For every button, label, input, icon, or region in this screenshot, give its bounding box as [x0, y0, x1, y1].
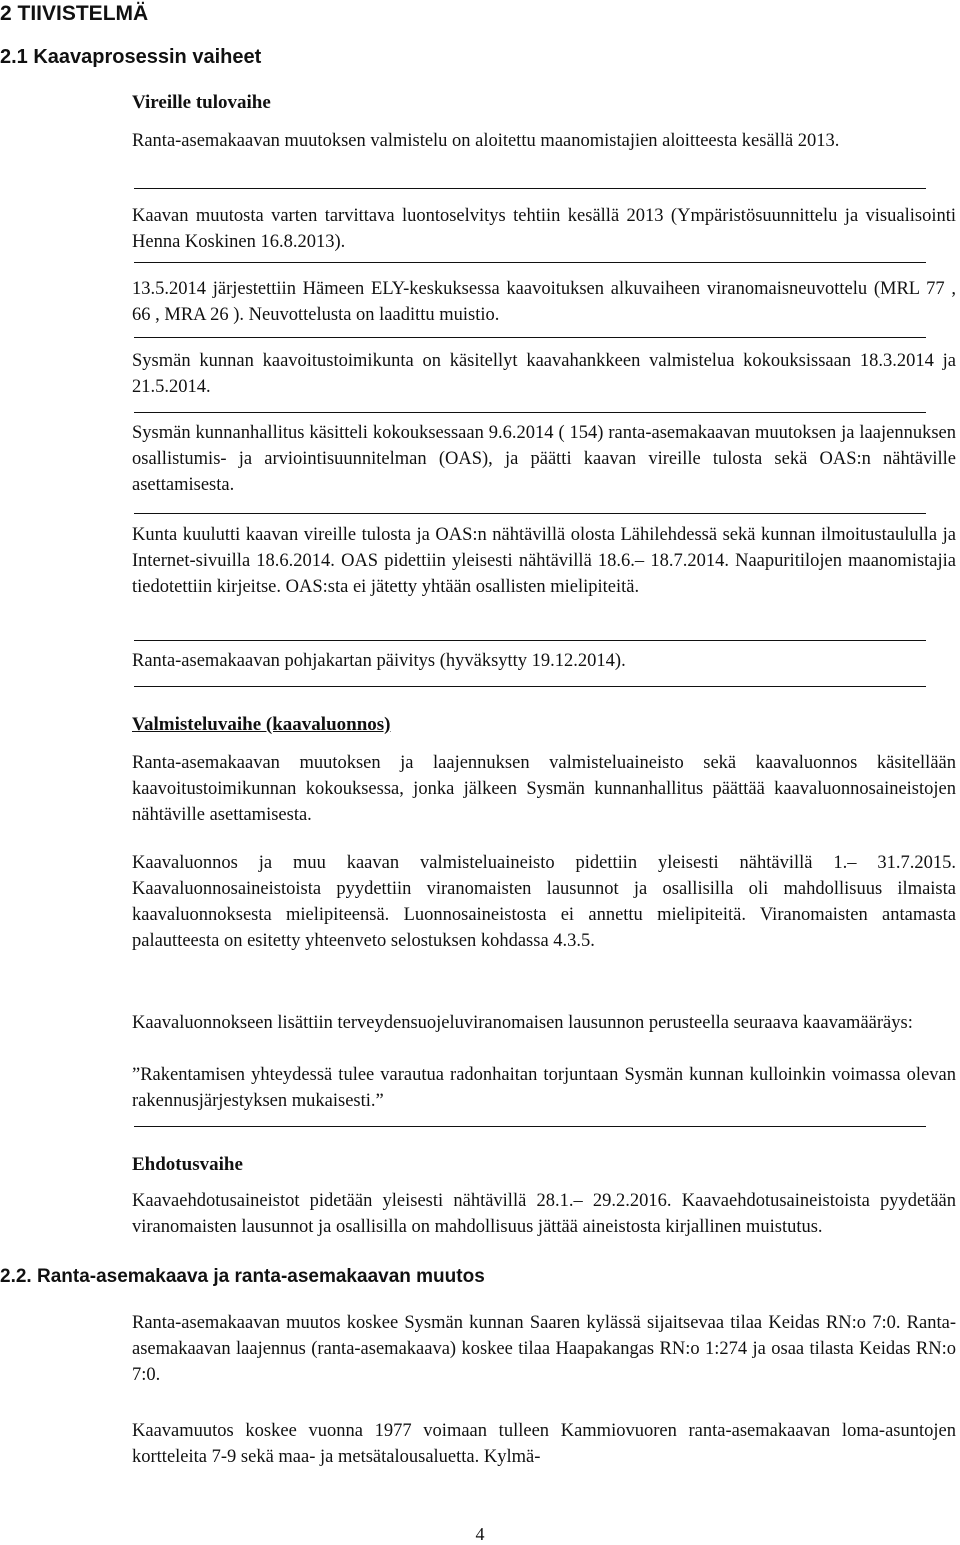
page-number: 4 — [475, 1524, 485, 1544]
divider-line — [134, 337, 926, 338]
paragraph: Ranta-asemakaavan pohjakartan päivitys (hyväksytty 19.12.2014). — [132, 651, 626, 671]
section2-heading: 2.2. Ranta-asemakaava ja ranta-asemakaavan muutos — [0, 1266, 485, 1287]
divider-line — [134, 686, 926, 687]
paragraph: Kaavaluonnokseen lisättiin terveydensuojeluviranomaisen lausunnon perusteella seuraava kaavamääräys: — [132, 1013, 913, 1033]
paragraph: Sysmän kunnanhallitus käsitteli kokouksessaan 9.6.2014 ( 154) ranta-asemakaavan muutoksen ja laajennuksen osallistumis- ja arviointisuunnitelman (OAS), ja päätti kaavan vireille tulosta sekä OAS:n nähtäville asettamisesta. — [132, 423, 956, 495]
subheading-valmistelu: Valmisteluvaihe (kaavaluonnos) — [132, 714, 391, 735]
divider-line — [134, 513, 926, 514]
paragraph: 13.5.2014 järjestettiin Hämeen ELY-keskuksessa kaavoituksen alkuvaiheen viranomaisneuvottelu (MRL 77 , 66 , MRA 26 ). Neuvottelusta on laadittu muistio. — [132, 279, 956, 325]
divider-line — [134, 1126, 926, 1127]
quote-paragraph: ”Rakentamisen yhteydessä tulee varautua radonhaitan torjuntaan Sysmän kunnan kulloinkin voimassa olevan rakennusjärjestyksen mukaisesti.” — [132, 1065, 956, 1111]
paragraph: Kaavamuutos koskee vuonna 1977 voimaan tulleen Kammiovuoren ranta-asemakaavan loma-asuntojen kortteleita 7-9 sekä maa- ja metsätalousaluetta. Kylmä- — [132, 1421, 956, 1467]
paragraph: Ranta-asemakaavan muutos koskee Sysmän kunnan Saaren kylässä sijaitsevaa tilaa Keidas RN:o 7:0. Ranta-asemakaavan laajennus (ranta-asemakaava) koskee tilaa Haapakangas RN:o 1:274 ja osaa tilasta Keidas RN:o 7:0. — [132, 1313, 956, 1385]
paragraph: Kunta kuulutti kaavan vireille tulosta ja OAS:n nähtävillä olosta Lähilehdessä sekä kunnan ilmoitustaululla ja Internet-sivuilla 18.6.2014. OAS pidettiin yleisesti nähtävillä 18.6.– 18.7.2014. Naapuritilojen maanomistajia tiedotettiin kirjeitse. OAS:sta ei jätetty yhtään osallisten mielipiteitä. — [132, 525, 956, 597]
subheading-vireille: Vireille tulovaihe — [132, 92, 271, 113]
subheading-ehdotus: Ehdotusvaihe — [132, 1154, 243, 1175]
divider-line — [134, 412, 926, 413]
divider-line — [134, 640, 926, 641]
divider-line — [134, 188, 926, 189]
paragraph: Kaavan muutosta varten tarvittava luontoselvitys tehtiin kesällä 2013 (Ympäristösuunnittelu ja visualisointi Henna Koskinen 16.8.2013). — [132, 206, 956, 252]
chapter-heading: 2 TIIVISTELMÄ — [0, 2, 149, 25]
section-heading: 2.1 Kaavaprosessin vaiheet — [0, 46, 262, 68]
paragraph: Ranta-asemakaavan muutoksen ja laajennuksen valmisteluaineisto sekä kaavaluonnos käsitellään kaavoitustoimikunnan kokouksessa, jonka jälkeen Sysmän kunnanhallitus päättää kaavaluonnosaineistojen nähtäville asettamisesta. — [132, 753, 956, 825]
paragraph: Sysmän kunnan kaavoitustoimikunta on käsitellyt kaavahankkeen valmistelua kokouksissaan 18.3.2014 ja 21.5.2014. — [132, 351, 956, 397]
divider-line — [134, 262, 926, 263]
paragraph: Kaavaehdotusaineistot pidetään yleisesti nähtävillä 28.1.– 29.2.2016. Kaavaehdotusaineistoista pyydetään viranomaisten lausunnot ja osallisilla on mahdollisuus jättää aineistosta kirjallinen muistutus. — [132, 1191, 956, 1237]
paragraph: Kaavaluonnos ja muu kaavan valmisteluaineisto pidettiin yleisesti nähtävillä 1.– 31.7.2015. Kaavaluonnosaineistoista pyydettiin viranomaisten lausunnot ja osallisilla oli mahdollisuus ilmaista kaavaluonnoksesta mielipiteensä. Luonnosaineistosta ei annettu mielipiteitä. Viranomaisten antamasta palautteesta on esitetty yhteenveto selostuksen kohdassa 4.3.5. — [132, 853, 956, 951]
paragraph: Ranta-asemakaavan muutoksen valmistelu on aloitettu maanomistajien aloitteesta kesällä 2013. — [132, 131, 840, 151]
